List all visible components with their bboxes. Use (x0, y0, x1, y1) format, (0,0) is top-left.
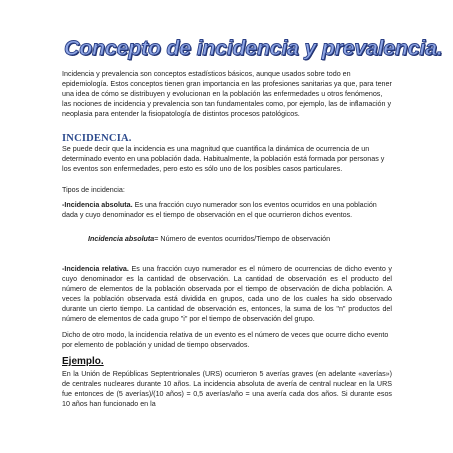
incidencia-heading: INCIDENCIA. (62, 133, 132, 144)
incidencia-absoluta-label: -Incidencia absoluta. (62, 201, 133, 209)
intro-paragraph: Incidencia y prevalencia son conceptos estadísticos básicos, aunque usados sobre todo en epidemiología. Estos conceptos tienen gran importancia en las profesiones sanitarias ya que, para tener una idea de cómo se distribuyen y evolucionan en la población las enfermedades u otros fenómenos, las nociones de incidencia y prevalencia son tan fundamentales como, por ejemplo, las de inflamación y neoplasia para entender la fisiopatología de distintos procesos patológicos. (62, 70, 392, 118)
incidencia-relativa-label: -Incidencia relativa. (62, 265, 129, 273)
formula-text: = Número de eventos ocurridos/Tiempo de observación (154, 235, 331, 243)
incidencia-absoluta-formula (88, 235, 388, 245)
ejemplo-paragraph: En la Unión de Repúblicas Septentrionales (URS) ocurrieron 5 averías graves (en adelante «averías») de centrales nucleares durante 10 años. La incidencia absoluta de avería de central nuclear en la URS fue entonces de (5 averías)/(10 años) = 0,5 averías/año = una avería cada dos años. Si durante esos 10 años han funcionado en la (62, 370, 392, 408)
document-title: Concepto de incidencia y prevalencia. (64, 36, 443, 60)
incidencia-relativa-text: Es una fracción cuyo numerador es el número de ocurrencias de dicho evento y cuyo denominador es la cantidad de observación. La cantidad de observación es el producto del número de elementos de la población observada por el tiempo de observación de dicha población. A veces la población observada está dividida en grupos, cada uno de los cuales ha sido observado durante un cierto tiempo. La cantidad de observación es, entonces, la suma de los "n" productos del número de elementos de cada grupo "i" por el tiempo de observación del grupo. (62, 265, 392, 323)
types-label: Tipos de incidencia: (62, 186, 125, 194)
incidencia-absoluta-text: Es una fracción cuyo numerador son los eventos ocurridos en una población dada y cuyo denominador es el tiempo de observación en el que ocurrieron dichos eventos. (62, 201, 377, 219)
incidencia-definition: Se puede decir que la incidencia es una magnitud que cuantifica la dinámica de ocurrencia de un determinado evento en una población dada. Habitualmente, la población está formada por personas y los eventos son enfermedades, pero esto es sólo uno de los posibles casos particulares. (62, 145, 385, 173)
incidencia-relativa-restated: Dicho de otro modo, la incidencia relativa de un evento es el número de veces que ocurre dicho evento por elemento de población y unidad de tiempo observados. (62, 331, 389, 349)
formula-label: Incidencia absoluta (88, 235, 155, 243)
incidencia-relativa-paragraph (62, 265, 392, 324)
incidencia-absoluta-paragraph (62, 201, 392, 221)
ejemplo-heading: Ejemplo. (62, 356, 104, 367)
